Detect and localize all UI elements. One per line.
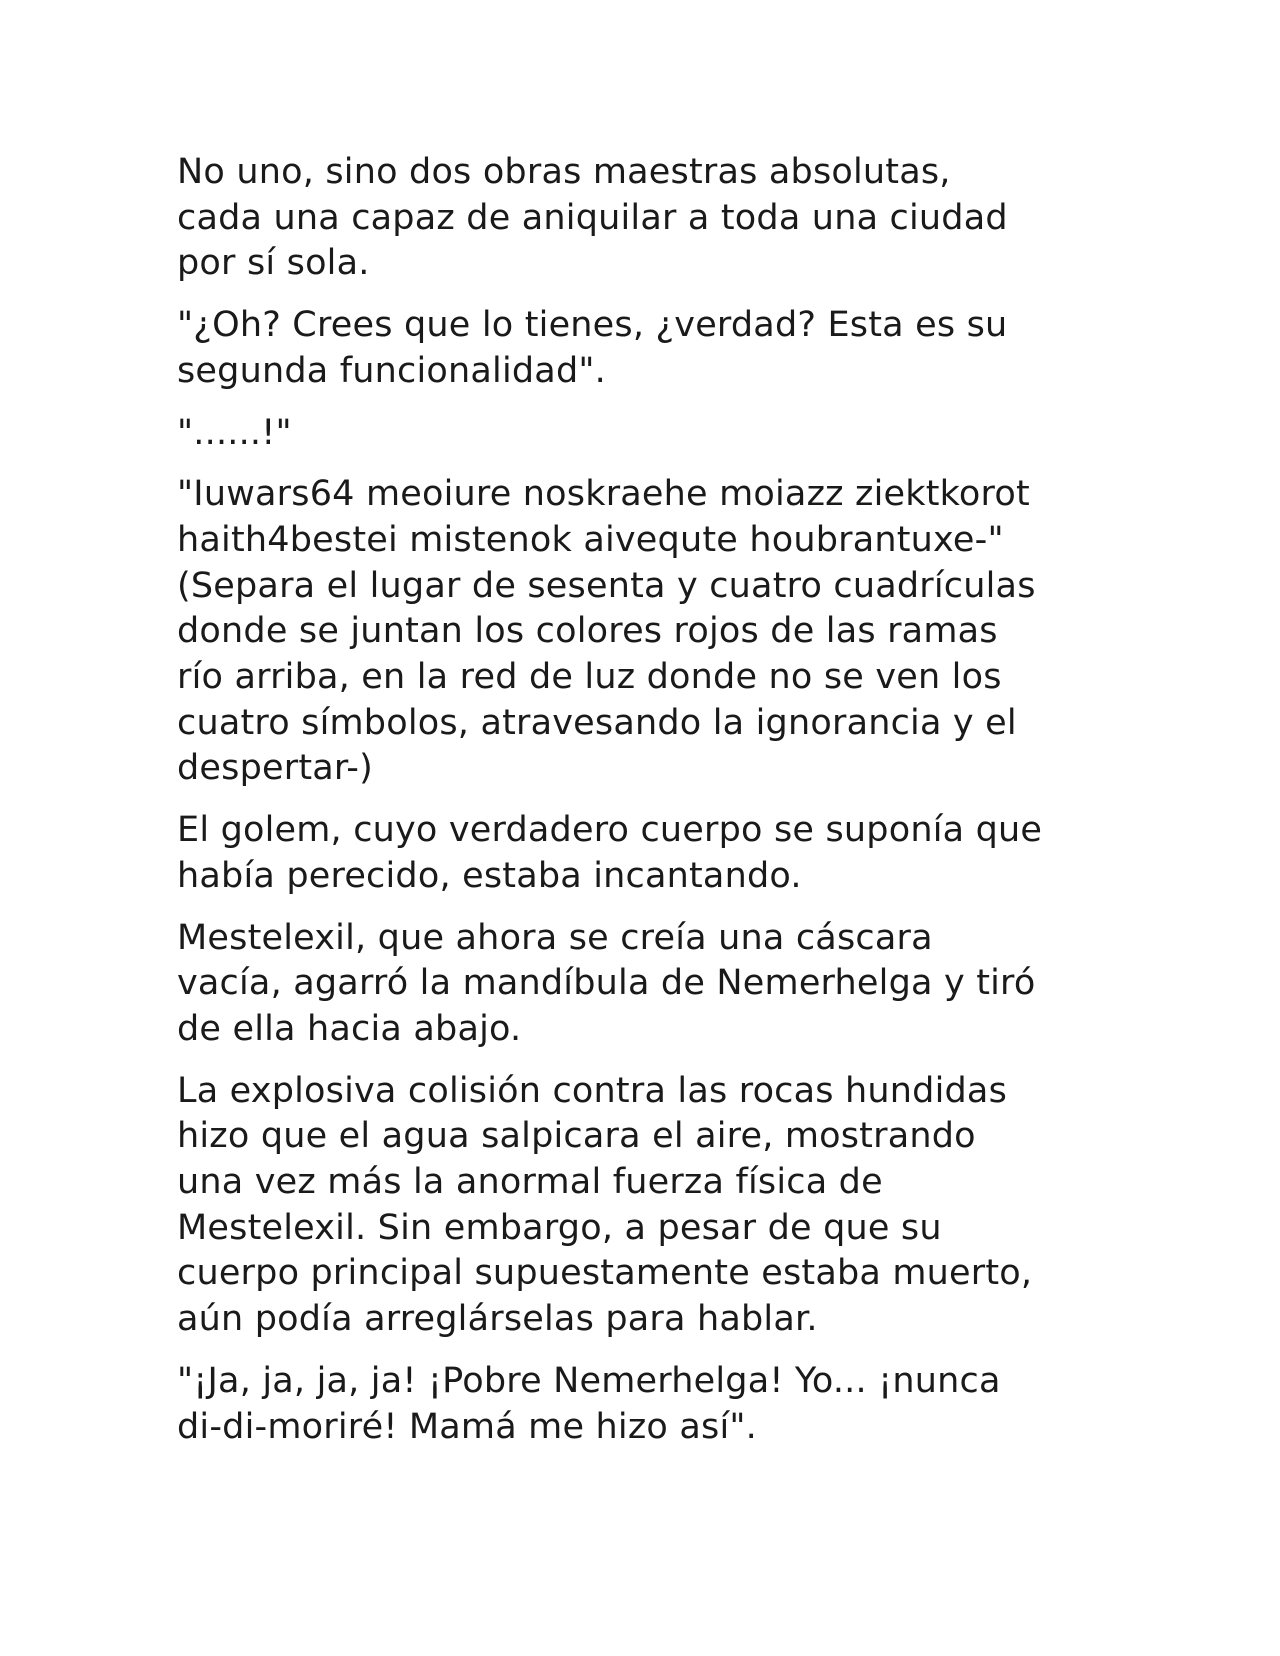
paragraph-1: No uno, sino dos obras maestras absolutas, cada una capaz de aniquilar a toda una ciudad por sí sola. xyxy=(177,152,1008,284)
document-body xyxy=(177,150,1117,1466)
paragraph-7: La explosiva colisión contra las rocas hundidas hizo que el agua salpicara el aire, mostrando una vez más la anormal fuerza física de Mestelexil. Sin embargo, a pesar de que su cuerpo principal supuestamente estaba muerto, aún podía arreglárselas para hablar. xyxy=(177,1070,1033,1340)
paragraph-8: "¡Ja, ja, ja, ja! ¡Pobre Nemerhelga! Yo... ¡nunca di-di-moriré! Mamá me hizo así". xyxy=(177,1360,1001,1447)
paragraph-4: "Iuwars64 meoiure noskraehe moiazz ziektkorot haith4bestei mistenok aivequte houbrantuxe-" (Separa el lugar de sesenta y cuatro cuadrículas donde se juntan los colores rojos de las ramas río arriba, en la red de luz donde no se ven los cuatro símbolos, atravesando la ignorancia y el despertar-) xyxy=(177,474,1036,789)
paragraph-2: "¿Oh? Crees que lo tienes, ¿verdad? Esta es su segunda funcionalidad". xyxy=(177,305,1008,391)
paragraph-5: El golem, cuyo verdadero cuerpo se suponía que había perecido, estaba incantando. xyxy=(177,810,1043,896)
paragraph-6: Mestelexil, que ahora se creía una cáscara vacía, agarró la mandíbula de Nemerhelga y tiró de ella hacia abajo. xyxy=(177,917,1036,1049)
paragraph-3: "......!" xyxy=(177,412,292,453)
